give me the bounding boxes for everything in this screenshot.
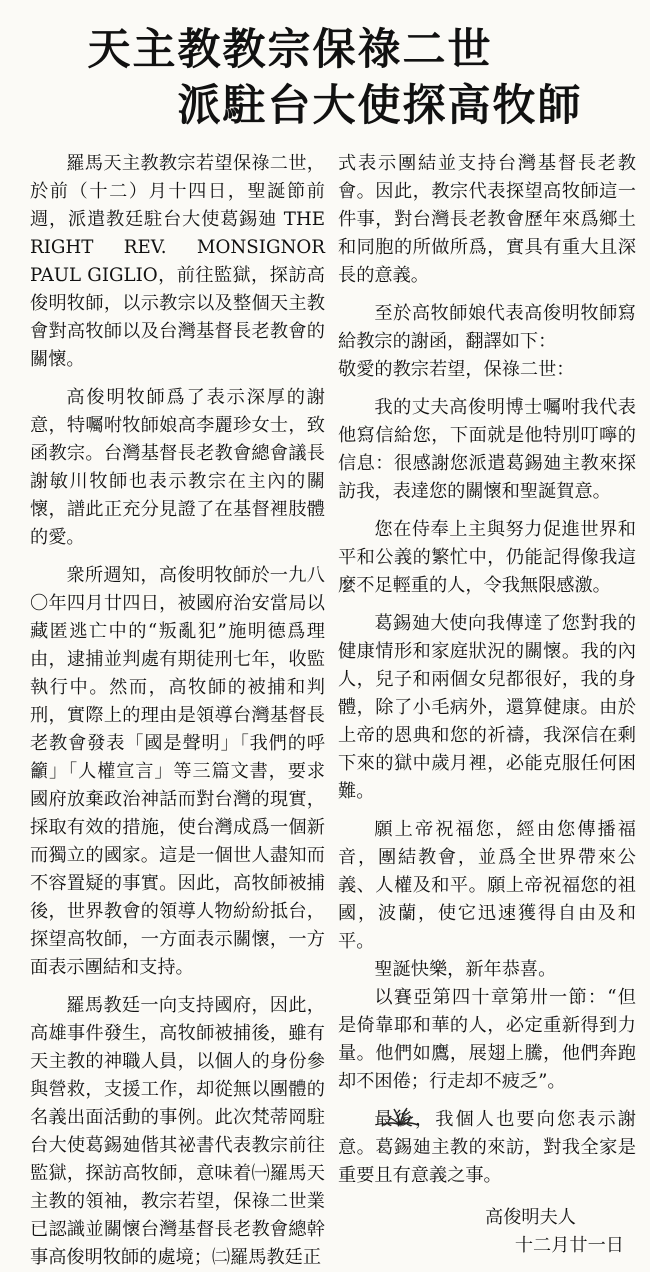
headline-line-1: 天主教教宗保祿二世 xyxy=(87,25,493,75)
signature-date: 十二月廿一日 xyxy=(514,1235,624,1256)
headline-line-2: 派駐台大使探高牧師 xyxy=(177,81,583,131)
signature-name: 高俊明夫人 xyxy=(485,1207,576,1228)
letter-paragraph-3: 葛錫廸大使向我傳達了您對我的健康情形和家庭狀況的關懷。我的內人，兒子和兩個女兒都很好，我的身體，除了小毛病外，還算健康。由於上帝的恩典和您的祈禱，我深信在剩下來的獄中歲月裡，必能克服任何困難。 xyxy=(338,613,636,802)
letter-closing: 最後，我個人也要向您表示謝意。葛錫廸主教的來訪，對我全家是重要且有意義之事。 xyxy=(338,1109,636,1186)
headline xyxy=(0,22,650,134)
paragraph-letter-intro: 至於高牧師娘代表高俊明牧師寫給教宗的謝函，翻譯如下： xyxy=(338,303,636,352)
paragraph-thanks-letter: 高俊明牧師爲了表示深厚的謝意，特囑咐牧師娘高李麗珍女士，致函教宗。台灣基督長老教會總會議長謝敏川牧師也表示教宗在主內的關懷，譜此正充分見證了在基督裡肢體的愛。 xyxy=(30,387,325,548)
letter-paragraph-4: 願上帝祝福您，經由您傳播福音，團結教會，並爲全世界帶來公義、人權及和平。願上帝祝福您的祖國，波蘭，使它迅速獲得自由及和平。 xyxy=(338,819,636,952)
grass-ornament-icon xyxy=(380,1105,420,1127)
letter-scripture: 以賽亞第四十章第卅一節：“但是倚靠耶和華的人，必定重新得到力量。他們如鷹，展翅上騰，他們奔跑却不困倦；行走却不疲乏”。 xyxy=(338,987,636,1092)
letter-paragraph-2: 您在侍奉上主與努力促進世界和平和公義的繁忙中，仍能記得像我這麼不足輕重的人，令我無限感激。 xyxy=(338,519,636,596)
paragraph-visit-announcement: 羅馬天主教教宗若望保祿二世，於前（十二）月十四日，聖誕節前週，派遣教廷駐台大使葛錫廸 THE RIGHT REV. MONSIGNOR PAUL GIGLIO，前往監獄，探訪高俊明牧師，以示教宗以及整個天主教會對高牧師以及台灣基督長老教會的關懷。 xyxy=(30,153,325,370)
paragraph-vatican-stance: 羅馬教廷一向支持國府，因此，高雄事件發生，高牧師被捕後，雖有天主教的神職人員，以個人的身份參與營救，支援工作，却從無以團體的名義出面活動的事例。此次梵蒂岡駐台大使葛錫廸偕其祕書代表教宗前往監獄，探訪高牧師，意味着㈠羅馬天主教的領袖，教宗若望，保祿二世業已認識並關懷台灣基督長老教會總幹事高俊明牧師的處境；㈡羅馬教廷正 xyxy=(30,995,325,1268)
letter-greeting: 聖誕快樂，新年恭喜。 xyxy=(374,959,557,980)
right-column xyxy=(338,150,636,1260)
letter-paragraph-1: 我的丈夫高俊明博士囑咐我代表他寫信給您，下面就是他特別叮嚀的信息：很感謝您派遣葛錫廸主教來探訪我，表達您的關懷和聖誕賀意。 xyxy=(338,397,636,502)
paragraph-arrest-background: 衆所週知，高俊明牧師於一九八〇年四月廿四日，被國府治安當局以藏匿逃亡中的“叛亂犯”施明德爲理由，逮捕並判處有期徒刑七年，收監執行中。然而，高牧師的被捕和判刑，實際上的理由是領導台灣基督長老教會發表「國是聲明」「我們的呼籲」「人權宣言」等三篇文書，要求國府放棄政治神話而對台灣的現實，採取有效的措施，使台灣成爲一個新而獨立的國家。這是一個世人盡知而不容置疑的事實。因此，高牧師被捕後，世界教會的領導人物紛紛抵台，探望高牧師，一方面表示關懷，一方面表示團結和支持。 xyxy=(30,565,325,978)
left-column xyxy=(30,150,325,1268)
letter-salutation: 敬愛的教宗若望，保祿二世： xyxy=(338,359,575,380)
paragraph-continuation: 式表示團結並支持台灣基督長老教會。因此，教宗代表探望高牧師這一件事，對台灣長老教會歷年來爲鄉土和同胞的所做所爲，實具有重大且深長的意義。 xyxy=(338,153,636,286)
